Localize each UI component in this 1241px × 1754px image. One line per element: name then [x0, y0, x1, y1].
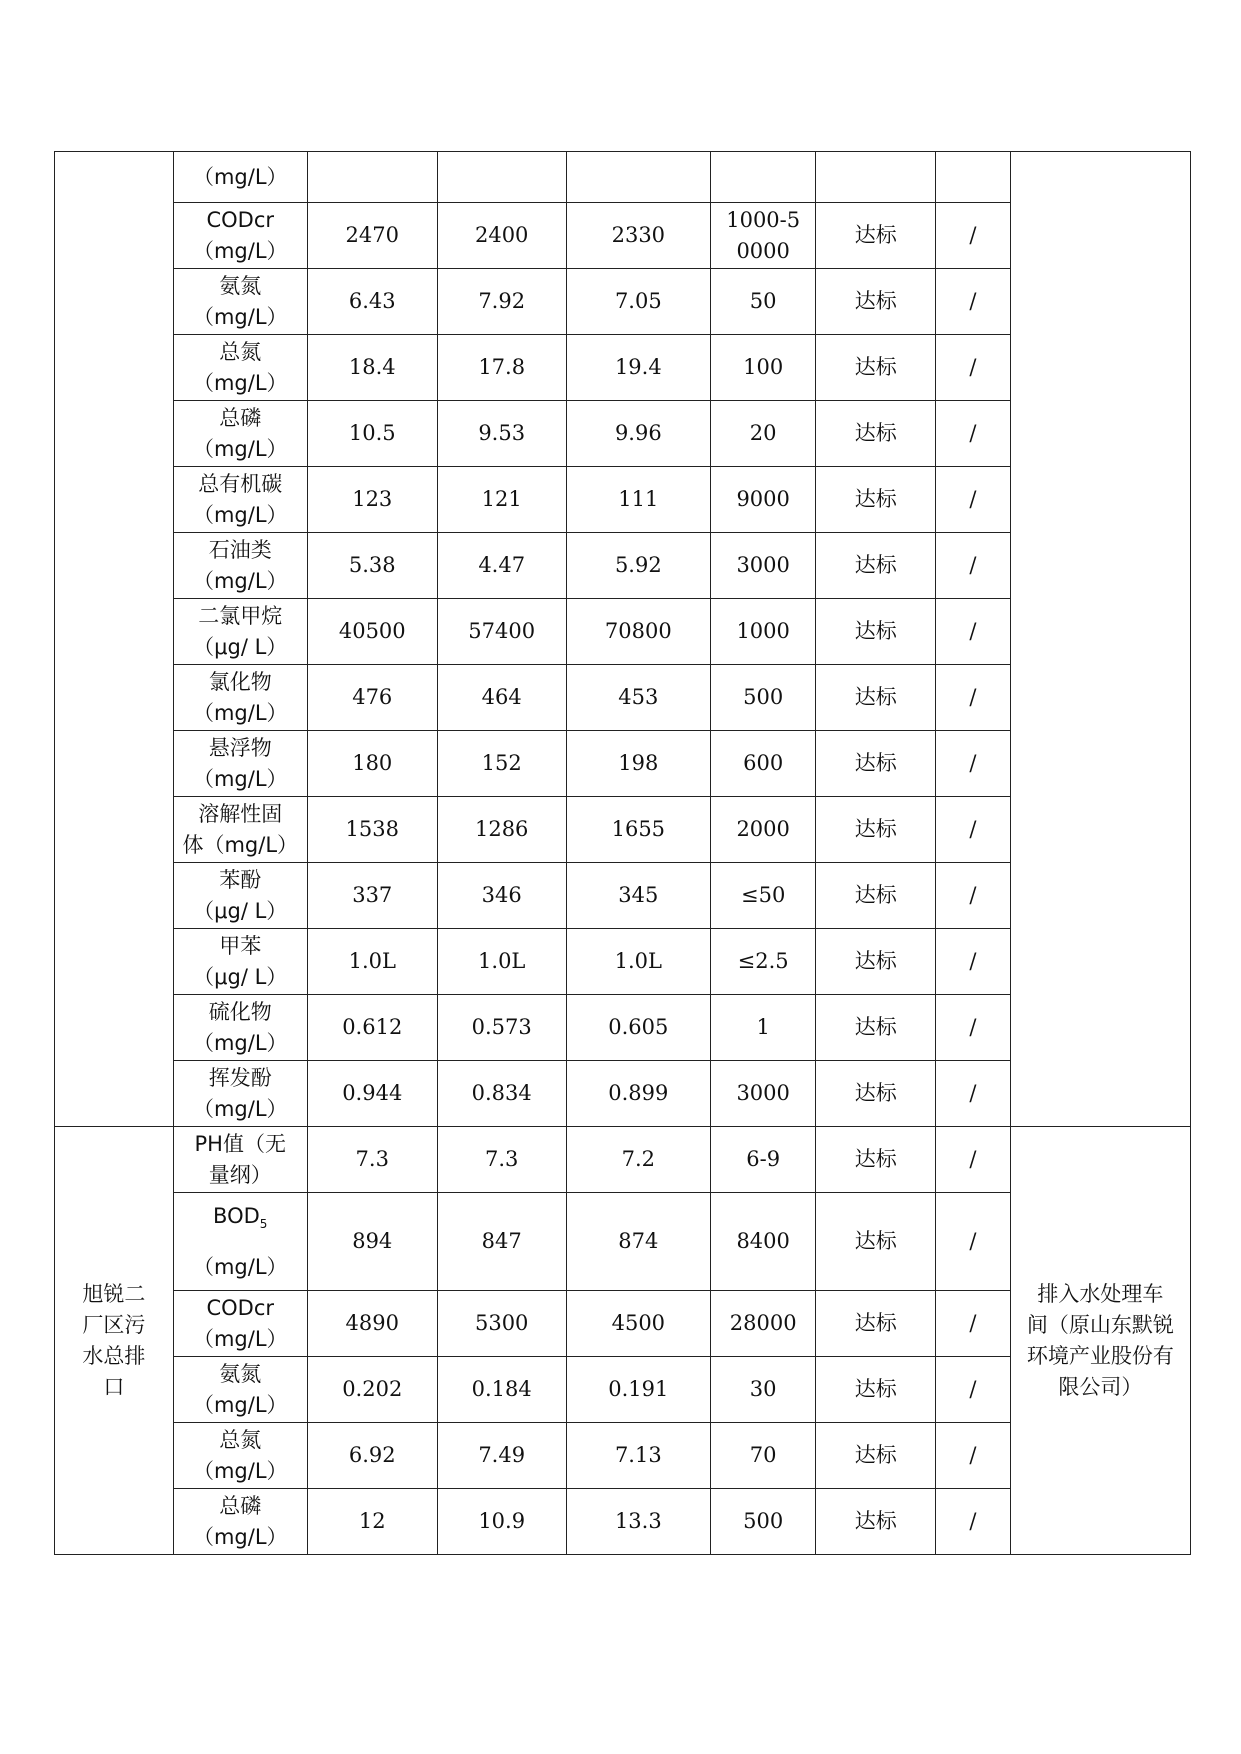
measured-value-d2: 7.49 — [437, 1423, 566, 1489]
measured-value-d3: 345 — [566, 863, 710, 929]
parameter-unit: （mg/L） — [192, 436, 288, 461]
compliance-result: 达标 — [816, 863, 936, 929]
parameter-name-text: 总磷 — [219, 1493, 262, 1518]
parameter-name — [176, 1425, 305, 1456]
limit-value: 9000 — [710, 467, 815, 533]
parameter-name-text: 挥发酚 — [208, 1065, 272, 1090]
compliance-result: 达标 — [816, 1291, 936, 1357]
compliance-result: 达标 — [816, 533, 936, 599]
parameter-name — [176, 865, 305, 896]
parameter-unit: 量纲） — [208, 1162, 272, 1187]
measured-value-d2: 847 — [437, 1193, 566, 1291]
limit-value: 20 — [710, 401, 815, 467]
measured-value-d2: 2400 — [437, 203, 566, 269]
parameter-cell — [173, 797, 307, 863]
limit-value: 1000 — [710, 599, 815, 665]
parameter-name-text: 溶解性固 — [198, 801, 283, 826]
limit-value: 70 — [710, 1423, 815, 1489]
limit-value: 8400 — [710, 1193, 815, 1291]
limit-value — [710, 152, 815, 203]
table-row — [55, 152, 1191, 203]
note-cell: / — [936, 995, 1011, 1061]
note-cell: / — [936, 1193, 1011, 1291]
measured-value-d1 — [307, 152, 437, 203]
measured-value-d3: 111 — [566, 467, 710, 533]
measured-value-d2: 9.53 — [437, 401, 566, 467]
parameter-name — [176, 799, 305, 830]
parameter-cell — [173, 929, 307, 995]
outlet-name-cell — [55, 1127, 174, 1555]
compliance-result: 达标 — [816, 665, 936, 731]
note-cell: / — [936, 863, 1011, 929]
parameter-name — [176, 403, 305, 434]
measured-value-d3: 19.4 — [566, 335, 710, 401]
measured-value-d3: 70800 — [566, 599, 710, 665]
measured-value-d1: 1538 — [307, 797, 437, 863]
parameter-name — [176, 931, 305, 962]
parameter-name-text: 硫化物 — [208, 999, 272, 1024]
measured-value-d3: 0.605 — [566, 995, 710, 1061]
measured-value-d2: 346 — [437, 863, 566, 929]
note-cell: / — [936, 731, 1011, 797]
parameter-unit: （mg/L） — [192, 700, 288, 725]
measured-value-d2: 121 — [437, 467, 566, 533]
parameter-unit: 体（mg/L） — [182, 832, 299, 857]
parameter-name — [176, 1491, 305, 1522]
measured-value-d1: 123 — [307, 467, 437, 533]
measured-value-d3: 198 — [566, 731, 710, 797]
monitoring-results-table — [54, 151, 1191, 1555]
parameter-unit: （mg/L） — [192, 502, 288, 527]
compliance-result: 达标 — [816, 1061, 936, 1127]
compliance-result: 达标 — [816, 797, 936, 863]
parameter-cell — [173, 401, 307, 467]
limit-value: 500 — [710, 665, 815, 731]
measured-value-d2 — [437, 152, 566, 203]
note-cell: / — [936, 1489, 1011, 1555]
measured-value-d3: 4500 — [566, 1291, 710, 1357]
parameter-name — [176, 535, 305, 566]
parameter-unit: （mg/L） — [192, 568, 288, 593]
note-cell: / — [936, 1291, 1011, 1357]
parameter-unit: （mg/L） — [192, 1392, 288, 1417]
parameter-unit: （mg/L） — [192, 370, 288, 395]
note-cell: / — [936, 665, 1011, 731]
compliance-result: 达标 — [816, 995, 936, 1061]
parameter-name — [176, 1063, 305, 1094]
table-body — [55, 152, 1191, 1555]
note-cell: / — [936, 467, 1011, 533]
measured-value-d1: 1.0L — [307, 929, 437, 995]
parameter-name-text: 石油类 — [208, 537, 272, 562]
measured-value-d2: 464 — [437, 665, 566, 731]
parameter-cell — [173, 1291, 307, 1357]
measured-value-d1: 0.202 — [307, 1357, 437, 1423]
note-cell: / — [936, 1423, 1011, 1489]
measured-value-d1: 12 — [307, 1489, 437, 1555]
measured-value-d3: 9.96 — [566, 401, 710, 467]
measured-value-d2: 0.834 — [437, 1061, 566, 1127]
parameter-name — [176, 667, 305, 698]
destination-cell — [1010, 1127, 1190, 1555]
destination-text: 排入水处理车 间（原山东默锐 环境产业股份有 限公司） — [1026, 1281, 1174, 1399]
note-cell: / — [936, 269, 1011, 335]
parameter-cell — [173, 863, 307, 929]
parameter-name-text: 悬浮物 — [208, 735, 272, 760]
measured-value-d1: 476 — [307, 665, 437, 731]
limit-value: 28000 — [710, 1291, 815, 1357]
parameter-name — [176, 469, 305, 500]
measured-value-d3: 7.13 — [566, 1423, 710, 1489]
measured-value-d3: 5.92 — [566, 533, 710, 599]
note-cell — [936, 152, 1011, 203]
limit-value: 6-9 — [710, 1127, 815, 1193]
outlet-name: 旭锐二 厂区污 水总排 口 — [82, 1281, 146, 1399]
compliance-result: 达标 — [816, 1193, 936, 1291]
parameter-cell — [173, 203, 307, 269]
measured-value-d1: 7.3 — [307, 1127, 437, 1193]
measured-value-d2: 152 — [437, 731, 566, 797]
limit-value: ≤2.5 — [710, 929, 815, 995]
parameter-name — [176, 733, 305, 764]
parameter-name-text: PH值（无 — [194, 1131, 286, 1156]
compliance-result — [816, 152, 936, 203]
measured-value-d3 — [566, 152, 710, 203]
measured-value-d3: 0.899 — [566, 1061, 710, 1127]
parameter-unit: （mg/L） — [192, 766, 288, 791]
measured-value-d3: 2330 — [566, 203, 710, 269]
destination-cell — [1010, 152, 1190, 1127]
measured-value-d2: 4.47 — [437, 533, 566, 599]
limit-value: 3000 — [710, 1061, 815, 1127]
compliance-result: 达标 — [816, 599, 936, 665]
measured-value-d1: 18.4 — [307, 335, 437, 401]
compliance-result: 达标 — [816, 269, 936, 335]
parameter-cell — [173, 599, 307, 665]
measured-value-d2: 7.3 — [437, 1127, 566, 1193]
compliance-result: 达标 — [816, 335, 936, 401]
table-row — [55, 1127, 1191, 1193]
note-cell: / — [936, 335, 1011, 401]
measured-value-d2: 1.0L — [437, 929, 566, 995]
note-cell: / — [936, 1127, 1011, 1193]
parameter-cell — [173, 152, 307, 203]
measured-value-d2: 0.573 — [437, 995, 566, 1061]
parameter-cell — [173, 731, 307, 797]
measured-value-d1: 6.92 — [307, 1423, 437, 1489]
parameter-cell — [173, 1357, 307, 1423]
parameter-unit: （mg/L） — [192, 164, 288, 189]
measured-value-d1: 4890 — [307, 1291, 437, 1357]
parameter-cell — [173, 1127, 307, 1193]
parameter-name — [176, 1129, 305, 1160]
parameter-name-text: 总有机碳 — [198, 471, 283, 496]
compliance-result: 达标 — [816, 731, 936, 797]
measured-value-d3: 1655 — [566, 797, 710, 863]
compliance-result: 达标 — [816, 467, 936, 533]
measured-value-d1: 2470 — [307, 203, 437, 269]
parameter-name — [176, 271, 305, 302]
limit-value: 3000 — [710, 533, 815, 599]
measured-value-d1: 180 — [307, 731, 437, 797]
measured-value-d1: 894 — [307, 1193, 437, 1291]
parameter-unit: （mg/L） — [192, 1254, 288, 1279]
parameter-name-text: 总氮 — [219, 1427, 262, 1452]
note-cell: / — [936, 203, 1011, 269]
measured-value-d1: 337 — [307, 863, 437, 929]
parameter-cell — [173, 269, 307, 335]
parameter-name-text: 总氮 — [219, 339, 262, 364]
parameter-name-text: CODcr — [206, 207, 274, 232]
parameter-cell — [173, 533, 307, 599]
parameter-name-text: 氨氮 — [219, 1361, 262, 1386]
parameter-cell — [173, 335, 307, 401]
measured-value-d3: 7.05 — [566, 269, 710, 335]
parameter-name — [176, 205, 305, 236]
measured-value-d1: 0.944 — [307, 1061, 437, 1127]
measured-value-d1: 5.38 — [307, 533, 437, 599]
limit-value: 2000 — [710, 797, 815, 863]
limit-value: 100 — [710, 335, 815, 401]
parameter-unit: （mg/L） — [192, 1096, 288, 1121]
measured-value-d3: 453 — [566, 665, 710, 731]
parameter-name-text: BOD — [213, 1203, 260, 1228]
measured-value-d2: 7.92 — [437, 269, 566, 335]
parameter-name-text: 苯酚 — [219, 867, 262, 892]
parameter-unit: （mg/L） — [192, 304, 288, 329]
parameter-name-text: 氯化物 — [208, 669, 272, 694]
parameter-name-text: CODcr — [206, 1295, 274, 1320]
limit-value-line: 1000-5 — [726, 207, 801, 232]
limit-value: 30 — [710, 1357, 815, 1423]
compliance-result: 达标 — [816, 1423, 936, 1489]
parameter-unit: （mg/L） — [192, 1030, 288, 1055]
parameter-cell — [173, 1489, 307, 1555]
compliance-result: 达标 — [816, 1127, 936, 1193]
measured-value-d2: 10.9 — [437, 1489, 566, 1555]
limit-value: 500 — [710, 1489, 815, 1555]
parameter-unit: （mg/L） — [192, 238, 288, 263]
limit-value: 50 — [710, 269, 815, 335]
compliance-result: 达标 — [816, 1357, 936, 1423]
compliance-result: 达标 — [816, 1489, 936, 1555]
outlet-name-cell — [55, 152, 174, 1127]
parameter-unit: （mg/L） — [192, 1524, 288, 1549]
limit-value-line: 0000 — [736, 238, 790, 263]
measured-value-d1: 10.5 — [307, 401, 437, 467]
parameter-name-text: 总磷 — [219, 405, 262, 430]
parameter-cell — [173, 1193, 307, 1291]
limit-value: ≤50 — [710, 863, 815, 929]
parameter-cell — [173, 1423, 307, 1489]
measured-value-d2: 5300 — [437, 1291, 566, 1357]
measured-value-d2: 57400 — [437, 599, 566, 665]
measured-value-d2: 1286 — [437, 797, 566, 863]
parameter-cell — [173, 1061, 307, 1127]
note-cell: / — [936, 1357, 1011, 1423]
note-cell: / — [936, 1061, 1011, 1127]
compliance-result: 达标 — [816, 929, 936, 995]
parameter-name-text: 二氯甲烷 — [198, 603, 283, 628]
note-cell: / — [936, 599, 1011, 665]
measured-value-d1: 6.43 — [307, 269, 437, 335]
measured-value-d2: 0.184 — [437, 1357, 566, 1423]
limit-value: 600 — [710, 731, 815, 797]
parameter-unit: （μg/ L） — [193, 898, 288, 923]
parameter-name — [176, 601, 305, 632]
parameter-name — [176, 997, 305, 1028]
parameter-cell — [173, 665, 307, 731]
parameter-name-text: 甲苯 — [219, 933, 262, 958]
note-cell: / — [936, 401, 1011, 467]
parameter-name — [176, 1201, 305, 1232]
parameter-name — [176, 337, 305, 368]
parameter-name — [176, 1293, 305, 1324]
compliance-result: 达标 — [816, 401, 936, 467]
measured-value-d3: 874 — [566, 1193, 710, 1291]
measured-value-d2: 17.8 — [437, 335, 566, 401]
limit-value — [710, 203, 815, 269]
note-cell: / — [936, 929, 1011, 995]
measured-value-d3: 0.191 — [566, 1357, 710, 1423]
note-cell: / — [936, 533, 1011, 599]
parameter-unit: （mg/L） — [192, 1458, 288, 1483]
note-cell: / — [936, 797, 1011, 863]
parameter-cell — [173, 467, 307, 533]
measured-value-d3: 7.2 — [566, 1127, 710, 1193]
limit-value: 1 — [710, 995, 815, 1061]
parameter-cell — [173, 995, 307, 1061]
parameter-subscript: 5 — [259, 1216, 268, 1231]
measured-value-d3: 13.3 — [566, 1489, 710, 1555]
parameter-name — [176, 1359, 305, 1390]
parameter-unit: （μg/ L） — [193, 964, 288, 989]
measured-value-d1: 40500 — [307, 599, 437, 665]
compliance-result: 达标 — [816, 203, 936, 269]
measured-value-d1: 0.612 — [307, 995, 437, 1061]
measured-value-d3: 1.0L — [566, 929, 710, 995]
parameter-unit: （μg/ L） — [193, 634, 288, 659]
parameter-name-text: 氨氮 — [219, 273, 262, 298]
parameter-unit: （mg/L） — [192, 1326, 288, 1351]
